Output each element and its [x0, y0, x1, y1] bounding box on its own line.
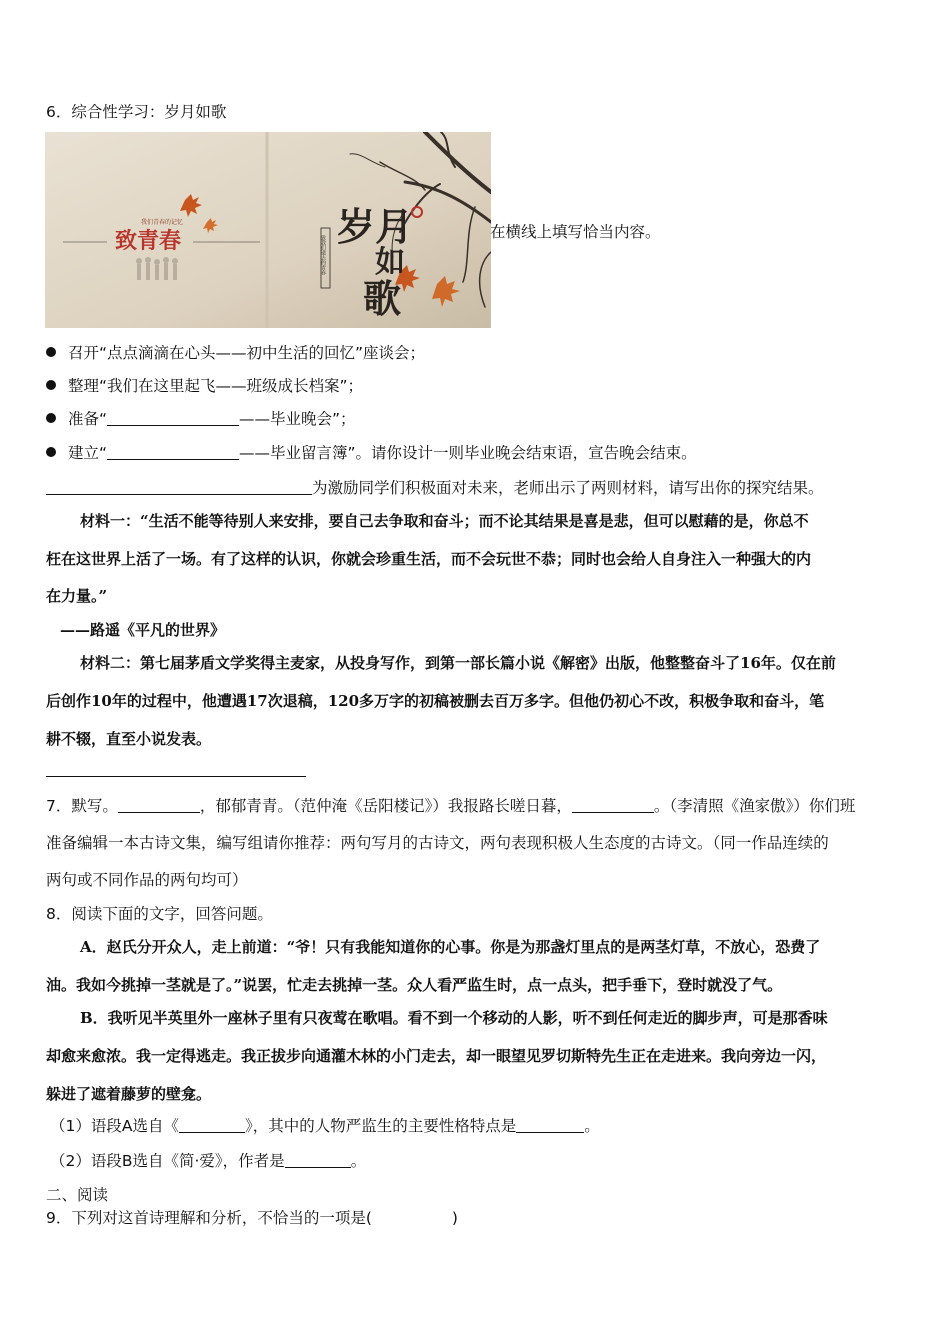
q8-sub1: （1）语段A选自《 》，其中的人物严监生的主要性格特点是 。	[50, 1117, 600, 1135]
image-right-title-2: 如	[375, 245, 405, 280]
image-right-title-1: 岁月	[337, 204, 414, 249]
answer-blank[interactable]	[572, 812, 654, 813]
answer-blank[interactable]	[118, 812, 200, 813]
bullet-4: 建立“ ——毕业留言簿”。请你设计一则毕业晚会结束语，宣告晚会结束。	[46, 442, 697, 464]
q8-a-line1: A．赵氏分开众人，走上前道：“爷！只有我能知道你的心事。你是为那盏灯里点的是两茎灯草，不放心，恐费了	[80, 938, 821, 956]
answer-blank[interactable]	[179, 1132, 245, 1133]
q8-b-line1: B．我听见半英里外一座林子里有只夜莺在歌唱。看不到一个移动的人影，听不到任何走近的脚步声，可是那香味	[80, 1009, 828, 1027]
image-instruction: 在横线上填写恰当内容。	[490, 223, 661, 241]
q8-a-line2: 油。我如今挑掉一茎就是了。”说罢，忙走去挑掉一茎。众人看严监生时，点一点头，把手垂下，登时就没了气。	[46, 976, 783, 994]
answer-blank[interactable]	[107, 459, 239, 460]
image-right-title-3: 歌	[363, 276, 402, 321]
bullet-dot	[46, 380, 56, 390]
bullet-dot	[46, 347, 56, 357]
bullet-3: 准备“ ——毕业晚会”；	[46, 408, 356, 430]
answer-line[interactable]	[46, 776, 306, 777]
bullet-2: 整理“我们在这里起飞——班级成长档案”；	[46, 375, 363, 397]
q7-line1: 7．默写。 ，郁郁青青。（范仲淹《岳阳楼记》）我报路长嗟日暮， 。（李清照《渔家傲》）你们班	[46, 797, 856, 815]
bullet-dot	[46, 413, 56, 423]
q7-line3: 两句或不同作品的两句均可）	[46, 871, 248, 889]
q8-b-line2: 却愈来愈浓。我一定得逃走。我正拔步向通灌木林的小门走去，却一眼望见罗切斯特先生正在走进来。我向旁边一闪，	[46, 1047, 827, 1065]
bullet-dot	[46, 447, 56, 457]
q8-title: 8．阅读下面的文字，回答问题。	[46, 905, 273, 923]
q6-title: 6．综合性学习：岁月如歌	[46, 103, 227, 121]
material2-line2: 后创作10年的过程中，他遭遇17次退稿，120多万字的初稿被删去百万多字。但他仍初心不改，积极争取和奋斗，笔	[46, 692, 825, 710]
material1-source: ——路遥《平凡的世界》	[60, 621, 226, 639]
answer-blank[interactable]	[107, 425, 239, 426]
material2-line3: 耕不辍，直至小说发表。	[46, 730, 212, 748]
bullet-1: 召开“点点滴滴在心头——初中生活的回忆”座谈会；	[46, 342, 425, 364]
answer-blank[interactable]	[285, 1167, 351, 1168]
q6-prompt-line: 为激励同学们积极面对未来，老师出示了两则材料，请写出你的探究结果。	[46, 477, 824, 499]
material2-line1: 材料二：第七届茅盾文学奖得主麦家，从投身写作，到第一部长篇小说《解密》出版，他整整奋斗了16年。仅在前	[80, 654, 836, 672]
material1-line2: 枉在这世界上活了一场。有了这样的认识，你就会珍重生活，而不会玩世不恭；同时也会给人自身注入一种强大的内	[46, 550, 812, 568]
material1-line3: 在力量。”	[46, 587, 108, 605]
q8-b-line3: 躲进了遮着藤萝的壁龛。	[46, 1085, 212, 1103]
image-right-subtitle: 致我们逝去的青春	[320, 235, 326, 275]
image-small-caption: 我们青春的记忆	[141, 219, 184, 226]
answer-blank[interactable]	[516, 1132, 584, 1133]
q8-sub2: （2）语段B选自《简·爱》，作者是 。	[50, 1152, 367, 1170]
q6-illustration	[45, 132, 491, 328]
material1-line1: 材料一：“生活不能等待别人来安排，要自己去争取和奋斗；而不论其结果是喜是悲，但可以慰藉的是，你总不	[80, 512, 809, 530]
answer-blank[interactable]	[46, 494, 312, 495]
q7-line2: 准备编辑一本古诗文集，编写组请你推荐：两句写月的古诗文，两句表现积极人生态度的古诗文。（同一作品连续的	[46, 834, 829, 852]
section-heading: 二、阅读	[46, 1186, 109, 1204]
image-left-title: 致青春	[115, 228, 182, 254]
q9-line: 9．下列对这首诗理解和分析，不恰当的一项是( )	[46, 1209, 458, 1227]
